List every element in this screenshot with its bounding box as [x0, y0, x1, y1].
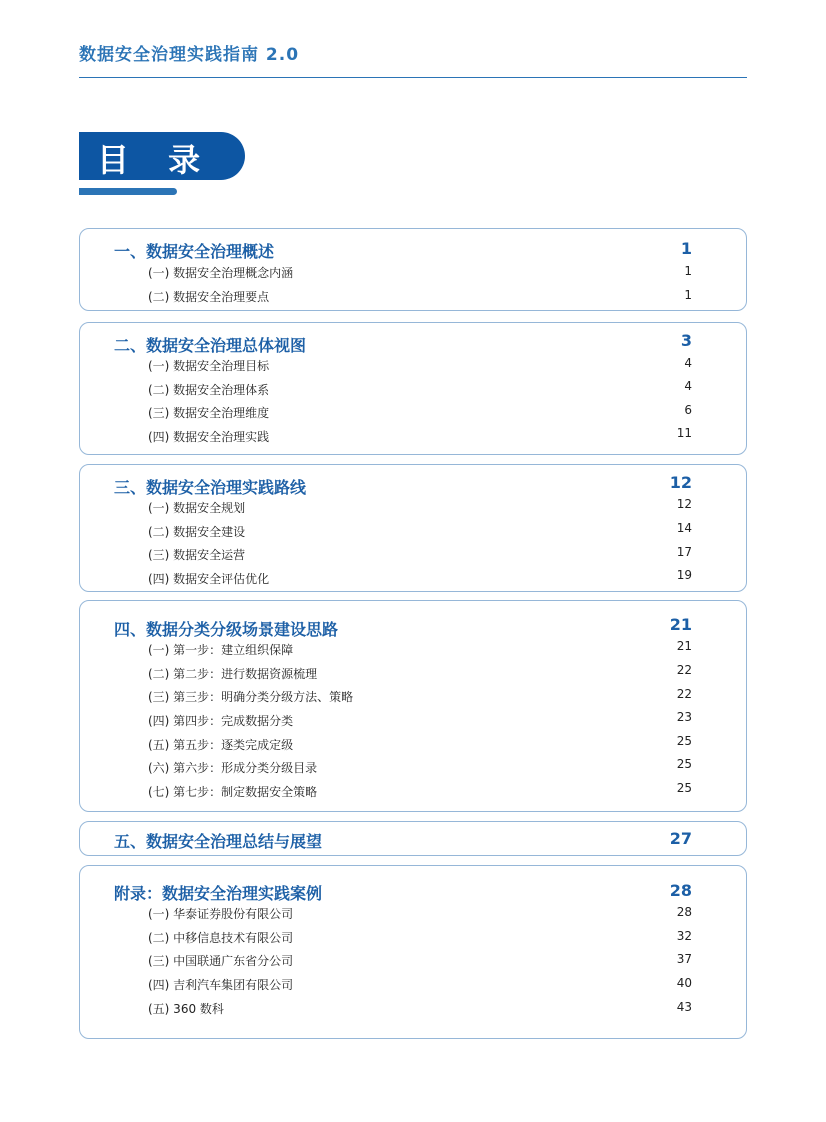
toc-item[interactable]: (二) 第二步：进行数据资源梳理	[148, 667, 318, 681]
toc-section-3	[79, 464, 747, 592]
toc-item[interactable]: (四) 吉利汽车集团有限公司	[148, 978, 294, 992]
toc-item-page: 25	[676, 734, 692, 748]
toc-item[interactable]: (四) 数据安全治理实践	[148, 430, 270, 444]
toc-item-page: 1	[684, 264, 692, 278]
toc-item-page: 40	[676, 976, 692, 990]
section-title[interactable]: 一、数据安全治理概述	[114, 242, 275, 261]
toc-title-underline	[79, 188, 177, 195]
section-page-number: 28	[669, 881, 692, 900]
toc-item[interactable]: (五) 第五步：逐类完成定级	[148, 738, 294, 752]
toc-item[interactable]: (二) 数据安全治理要点	[148, 290, 270, 304]
toc-item-page: 22	[676, 663, 692, 677]
toc-section-4	[79, 600, 747, 812]
toc-title: 目 录	[97, 141, 215, 179]
section-page-number: 21	[669, 615, 692, 634]
document-header-title: 数据安全治理实践指南 2.0	[79, 45, 300, 65]
section-title[interactable]: 附录：数据安全治理实践案例	[114, 884, 323, 903]
toc-item-page: 23	[676, 710, 692, 724]
toc-item[interactable]: (四) 数据安全评估优化	[148, 572, 270, 586]
toc-item-page: 4	[684, 356, 692, 370]
toc-section-appendix	[79, 865, 747, 1039]
toc-item[interactable]: (二) 数据安全建设	[148, 525, 246, 539]
toc-item[interactable]: (三) 第三步：明确分类分级方法、策略	[148, 690, 354, 704]
toc-item[interactable]: (三) 数据安全治理维度	[148, 406, 270, 420]
toc-item-page: 43	[676, 1000, 692, 1014]
toc-section-2	[79, 322, 747, 455]
toc-item[interactable]: (二) 中移信息技术有限公司	[148, 931, 294, 945]
toc-item[interactable]: (五) 360 数科	[148, 1002, 224, 1016]
toc-item-page: 25	[676, 757, 692, 771]
toc-item-page: 17	[676, 545, 692, 559]
section-page-number: 1	[680, 239, 692, 258]
section-page-number: 12	[669, 473, 692, 492]
header-divider	[79, 77, 747, 78]
toc-item-page: 37	[676, 952, 692, 966]
toc-item[interactable]: (一) 华泰证券股份有限公司	[148, 907, 294, 921]
toc-item-page: 21	[676, 639, 692, 653]
toc-item-page: 4	[684, 379, 692, 393]
toc-item-page: 14	[676, 521, 692, 535]
toc-item-page: 6	[684, 403, 692, 417]
toc-item[interactable]: (三) 数据安全运营	[148, 548, 246, 562]
toc-item-page: 28	[676, 905, 692, 919]
section-title[interactable]: 四、数据分类分级场景建设思路	[114, 620, 339, 639]
toc-item-page: 1	[684, 288, 692, 302]
section-page-number: 3	[680, 331, 692, 350]
section-title[interactable]: 三、数据安全治理实践路线	[114, 478, 307, 497]
section-title[interactable]: 五、数据安全治理总结与展望	[114, 832, 323, 851]
toc-item[interactable]: (一) 数据安全治理概念内涵	[148, 266, 294, 280]
toc-item[interactable]: (七) 第七步：制定数据安全策略	[148, 785, 318, 799]
toc-item[interactable]: (四) 第四步：完成数据分类	[148, 714, 294, 728]
toc-item[interactable]: (一) 第一步：建立组织保障	[148, 643, 294, 657]
toc-item[interactable]: (六) 第六步：形成分类分级目录	[148, 761, 318, 775]
toc-item-page: 11	[676, 426, 692, 440]
toc-item-page: 19	[676, 568, 692, 582]
toc-title-banner	[79, 132, 245, 180]
toc-item-page: 12	[676, 497, 692, 511]
toc-item[interactable]: (一) 数据安全规划	[148, 501, 246, 515]
toc-item-page: 32	[676, 929, 692, 943]
toc-item-page: 25	[676, 781, 692, 795]
toc-item-page: 22	[676, 687, 692, 701]
toc-item[interactable]: (二) 数据安全治理体系	[148, 383, 270, 397]
toc-section-5	[79, 821, 747, 856]
section-title[interactable]: 二、数据安全治理总体视图	[114, 336, 307, 355]
toc-item[interactable]: (三) 中国联通广东省分公司	[148, 954, 294, 968]
section-page-number: 27	[669, 829, 692, 848]
toc-section-1	[79, 228, 747, 311]
toc-item[interactable]: (一) 数据安全治理目标	[148, 359, 270, 373]
